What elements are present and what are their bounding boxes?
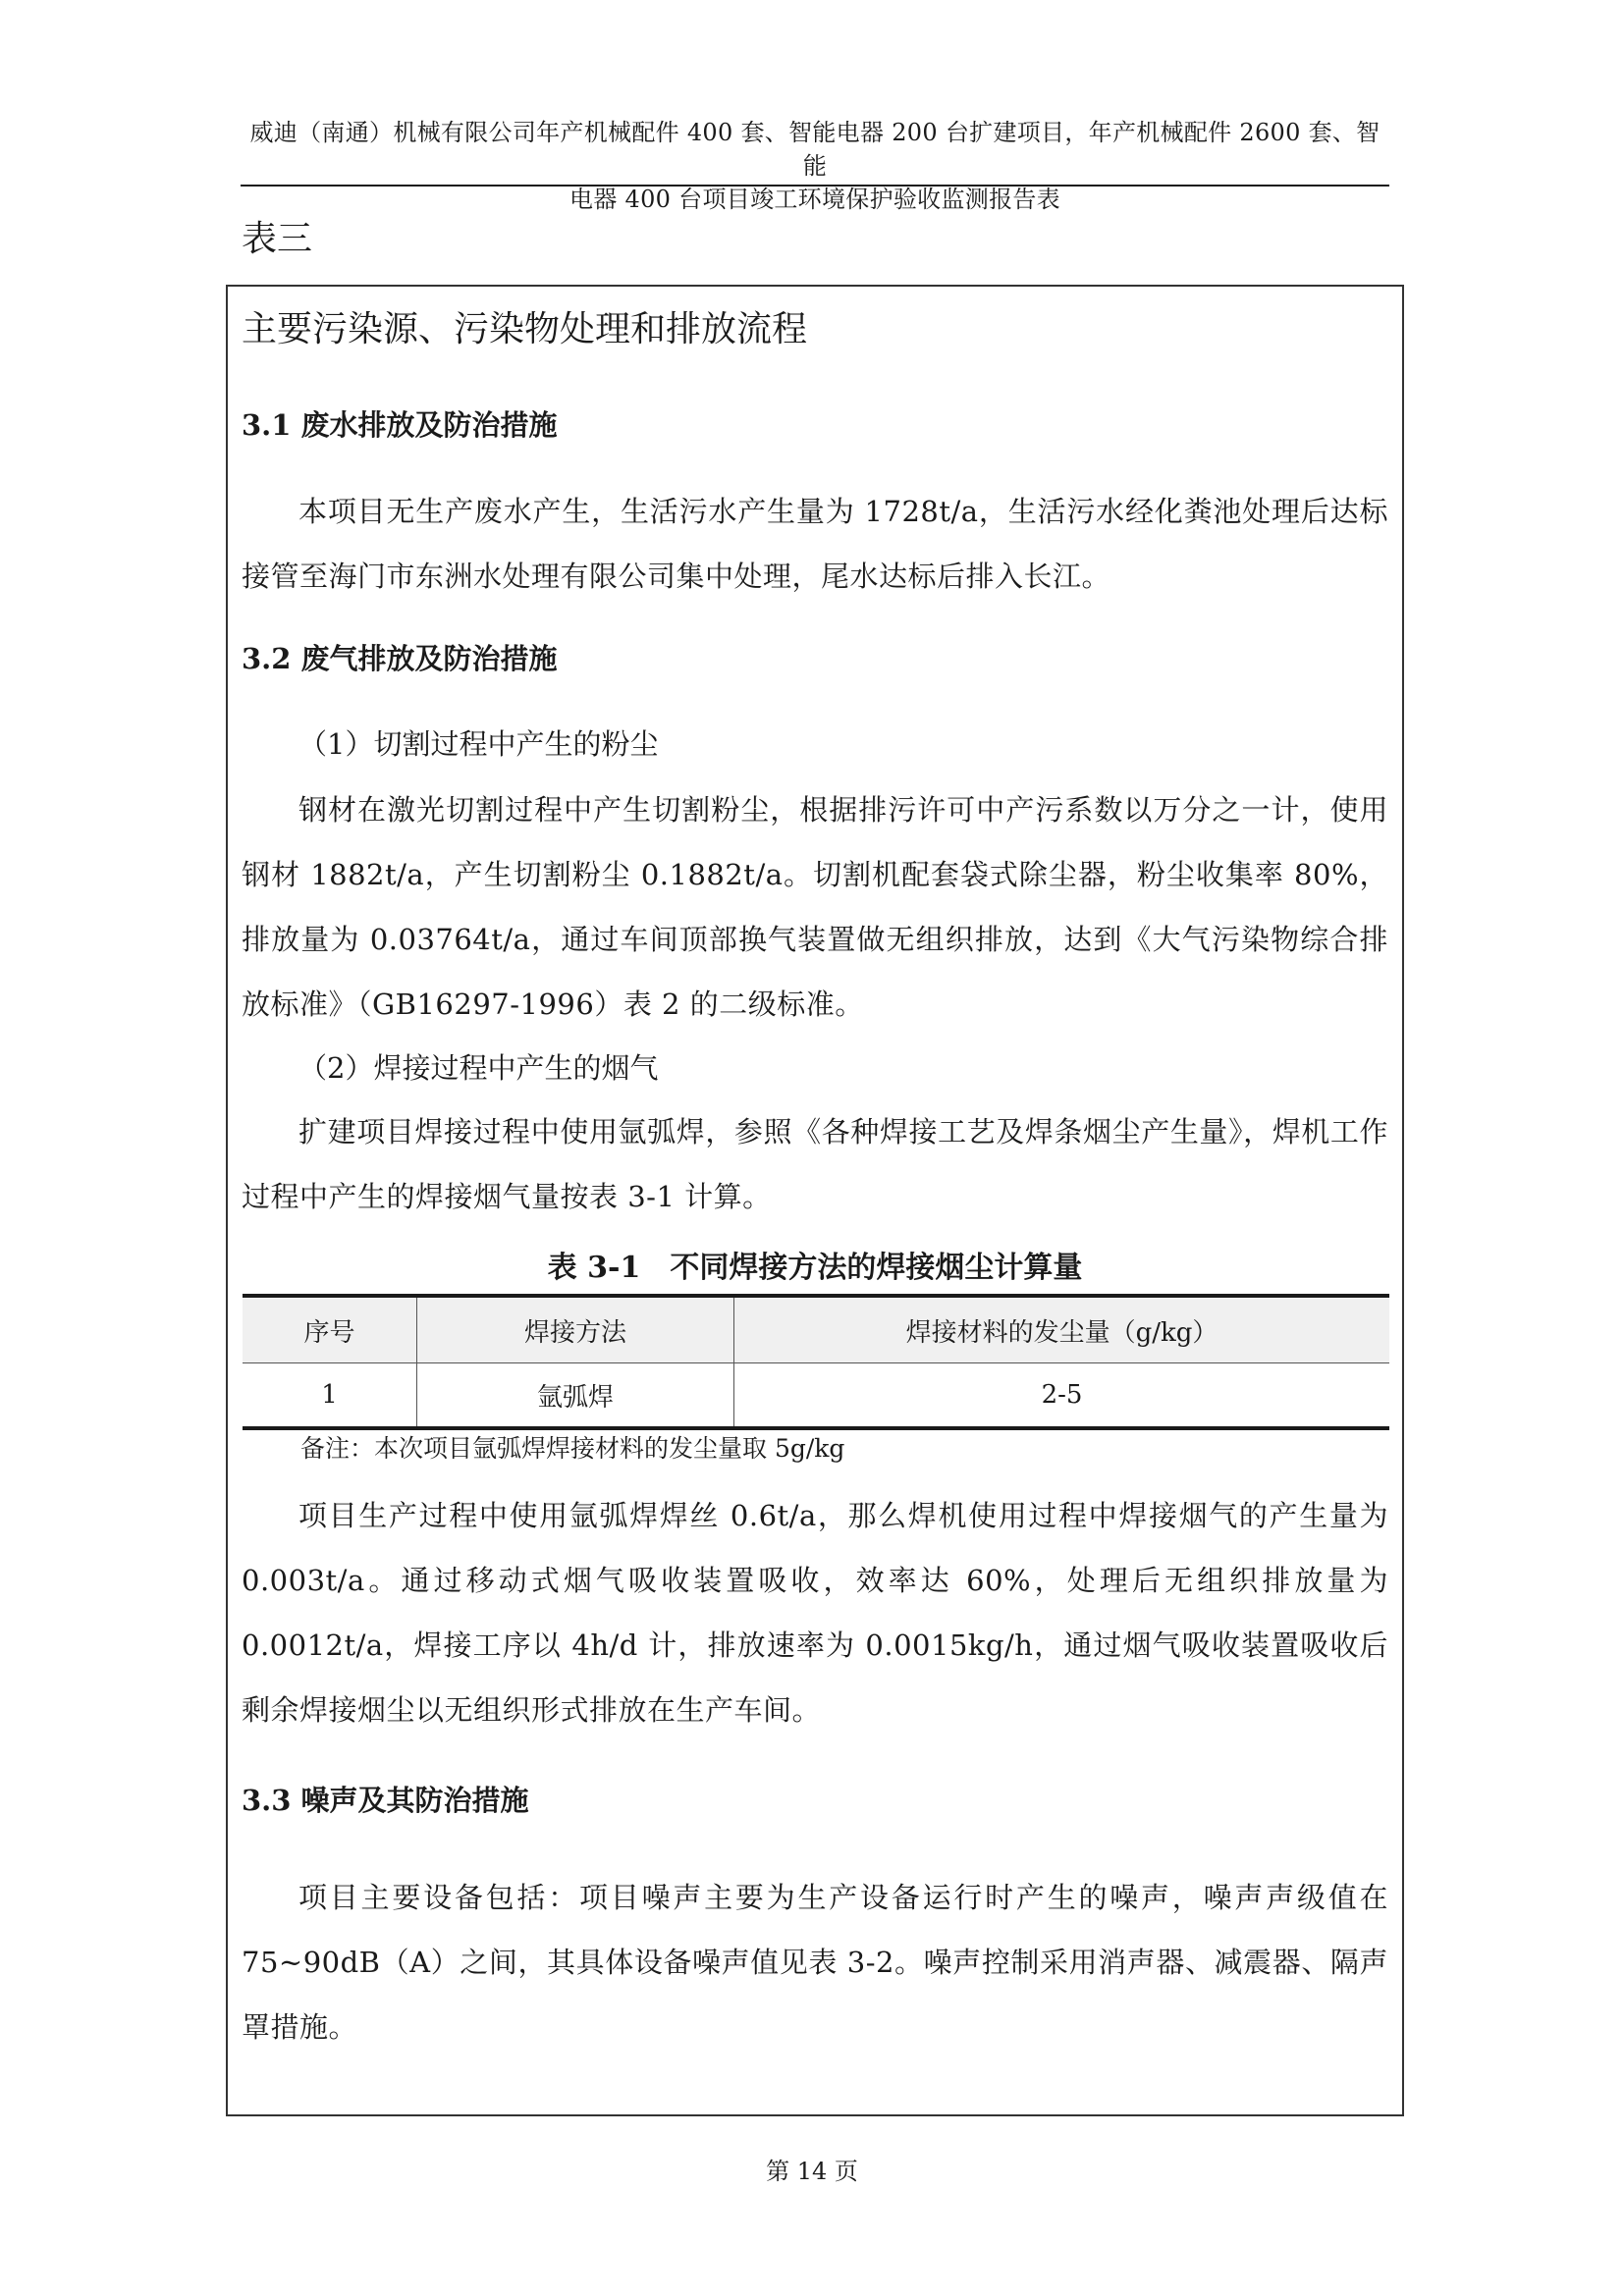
paragraph-noise: 项目主要设备包括：项目噪声主要为生产设备运行时产生的噪声，噪声声级值在 75~90dB（A）之间，其具体设备噪声值见表 3-2。噪声控制采用消声器、减震器、隔声罩措施。: [242, 1881, 1388, 2044]
table-cell: 2-5: [1041, 1380, 1083, 1410]
table-header-cell: 焊接材料的发尘量（g/kg）: [734, 1296, 1390, 1363]
table-header-cell: 焊接方法: [417, 1296, 734, 1363]
section-title: 主要污染源、污染物处理和排放流程: [242, 309, 808, 349]
heading-3-1: 3.1 废水排放及防治措施: [242, 408, 558, 442]
item-welding-fume: （2）焊接过程中产生的烟气: [298, 1051, 659, 1085]
report-header-line-2: 电器 400 台项目竣工环境保护验收监测报告表: [569, 186, 1060, 213]
heading-3-3: 3.3 噪声及其防治措施: [242, 1784, 529, 1817]
paragraph-welding-calculation: 项目生产过程中使用氩弧焊焊丝 0.6t/a，那么焊机使用过程中焊接烟气的产生量为 0.003t/a。通过移动式烟气吸收装置吸收，效率达 60%，处理后无组织排放量为 0.0012t/a，焊接工序以 4h/d 计，排放速率为 0.0015kg/h，通过烟气吸收装置吸收后剩余焊接烟尘以无组织形式排放在生产车间。: [242, 1499, 1388, 1727]
table-note: 备注：本次项目氩弧焊焊接材料的发尘量取 5g/kg: [300, 1434, 845, 1463]
table-cell: 氩弧焊: [417, 1363, 734, 1429]
welding-dust-table: [243, 1294, 1389, 1430]
heading-3-2: 3.2 废气排放及防治措施: [242, 642, 558, 675]
page-number: 第 14 页: [766, 2158, 858, 2185]
paragraph-cutting-dust: 钢材在激光切割过程中产生切割粉尘，根据排污许可中产污系数以万分之一计，使用钢材 1882t/a，产生切割粉尘 0.1882t/a。切割机配套袋式除尘器，粉尘收集率 80%，排放量为 0.03764t/a，通过车间顶部换气装置做无组织排放，达到《大气污染物综合排放标准》（GB16297-1996）表 2 的二级标准。: [242, 793, 1388, 1021]
table-header-cell: 序号: [243, 1296, 417, 1363]
header-divider: [241, 185, 1389, 187]
report-header-line-1: 威迪（南通）机械有限公司年产机械配件 400 套、智能电器 200 台扩建项目，年产机械配件 2600 套、智能: [249, 119, 1380, 180]
report-header: [241, 116, 1389, 216]
table-cell: 1: [243, 1363, 417, 1429]
item-cutting-dust: （1）切割过程中产生的粉尘: [298, 727, 659, 761]
table-row: [243, 1363, 1389, 1429]
table-label: 表三: [242, 219, 313, 259]
table-3-1-caption: 表 3-1 不同焊接方法的焊接烟尘计算量: [547, 1251, 1083, 1285]
paragraph-welding-intro: 扩建项目焊接过程中使用氩弧焊，参照《各种焊接工艺及焊条烟尘产生量》，焊机工作过程中产生的焊接烟气量按表 3-1 计算。: [242, 1115, 1388, 1213]
table-header-row: [243, 1296, 1389, 1363]
paragraph-wastewater: 本项目无生产废水产生，生活污水产生量为 1728t/a，生活污水经化粪池处理后达标接管至海门市东洲水处理有限公司集中处理，尾水达标后排入长江。: [242, 495, 1388, 593]
